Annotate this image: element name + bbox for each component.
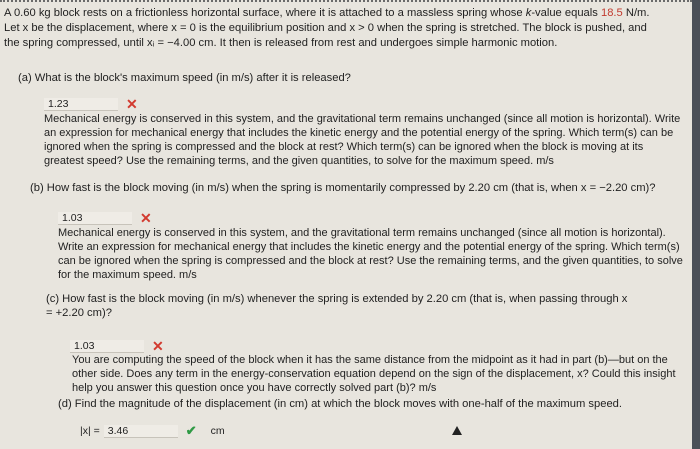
x-mark-icon: ✕ [152,338,164,354]
part-b-answer-row [58,210,152,226]
part-d-answer-label: |x| = [80,425,100,437]
x-mark-icon: ✕ [140,210,152,226]
check-icon: ✔ [185,423,197,438]
part-b-question: (b) How fast is the block moving (in m/s) when the spring is momentarily compressed by 2.20 cm (that is, when x = −2.20 cm)? [30,182,656,194]
part-c-hint: You are computing the speed of the block when it has the same distance from the midpoint as it had in part (b)—but on the other side. Does any term in the energy-conservation equation depend on the sign of the displacement, x? Could this insight help you answer this question once you have correctly solved part (b)? m/s [72,354,676,394]
part-d-answer-field[interactable]: 3.46 [104,425,178,438]
part-c-answer-field[interactable]: 1.03 [70,340,144,353]
part-d-unit: cm [210,425,225,437]
part-a-hint: Mechanical energy is conserved in this system, and the gravitational term remains unchanged (since all motion is horizontal). Write an expression for mechanical energy that includes the kinetic energy and the potential energy of the spring. Which term(s) can be ignored when the spring is compressed and the block at rest? Which term(s) can be ignored when the block is moving at its greatest speed? Use the remaining terms, and the given quantities, to solve for the maximum speed. m/s [44,113,681,167]
part-a-question: (a) What is the block's maximum speed (in m/s) after it is released? [18,72,351,84]
problem-line-1: A 0.60 kg block rests on a frictionless horizontal surface, where it is attached to a massless spring whose k-value equals 18.5 N/m. [4,7,650,19]
part-a-answer-row [44,96,138,112]
dotted-divider [0,0,692,4]
x-mark-icon: ✕ [126,96,138,112]
part-b-hint: Mechanical energy is conserved in this system, and the gravitational term remains unchanged (since all motion is horizontal). Write an expression for mechanical energy that includes the kinetic energy and the potential energy of the spring. Which term(s) can be ignored when the spring is compressed and the block at rest? Use the remaining terms, and the given quantities, to solve for the maximum speed. m/s [58,227,683,281]
k-value: 18.5 [600,7,623,19]
part-b-answer-field[interactable]: 1.03 [58,212,132,225]
window-edge [692,0,700,449]
part-d-question: (d) Find the magnitude of the displacement (in cm) at which the block moves with one-half of the maximum speed. [58,398,622,410]
problem-statement [4,6,692,51]
mouse-cursor-icon [452,426,462,435]
part-c-answer-row [70,338,164,354]
problem-line-2: Let x be the displacement, where x = 0 is the equilibrium position and x > 0 when the spring is stretched. The block is pushed, and [4,22,647,34]
part-c-question: (c) How fast is the block moving (in m/s) whenever the spring is extended by 2.20 cm (that is, when passing through x = +2.20 cm)? [46,293,628,319]
part-a-answer-field[interactable]: 1.23 [44,98,118,111]
problem-line-3: the spring compressed, until xᵢ = −4.00 cm. It then is released from rest and undergoes simple harmonic motion. [4,37,558,49]
part-d-answer-row [80,423,225,439]
